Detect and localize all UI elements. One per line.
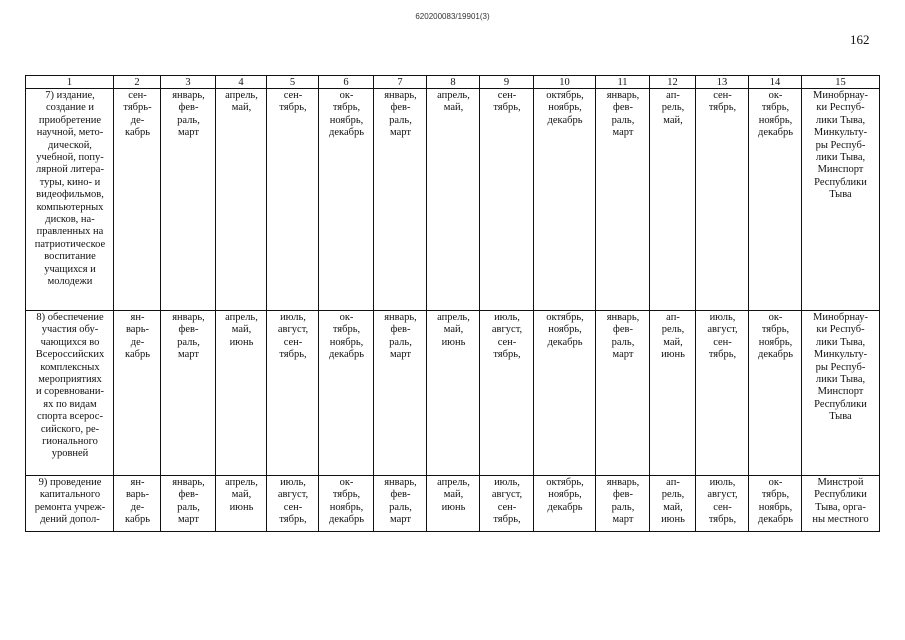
header-cell: 7 xyxy=(374,76,427,89)
cell-text: сен- тябрь, xyxy=(708,90,737,114)
period-cell xyxy=(480,311,534,476)
cell-text: июль, август, сен- тябрь, xyxy=(707,477,738,526)
period-cell xyxy=(696,89,749,311)
cell-text: сен- тябрь- де- кабрь xyxy=(123,90,152,139)
cell-text: апрель, май, xyxy=(225,90,258,114)
header-cell: 13 xyxy=(696,76,749,89)
cell-text: Минобрнау- ки Респуб- лики Тыва, Минкульту- ры Респуб- лики Тыва, Минспорт Республики Тыва xyxy=(813,90,868,201)
period-cell xyxy=(161,476,216,532)
page-number: 162 xyxy=(850,32,870,47)
period-cell xyxy=(596,89,650,311)
period-cell xyxy=(650,311,696,476)
header-cell: 5 xyxy=(267,76,319,89)
cell-text: январь, фев- раль, март xyxy=(606,477,640,526)
cell-text: июль, август, сен- тябрь, xyxy=(491,477,523,526)
cell-text: ап- рель, май, xyxy=(661,90,685,126)
header-cell: 15 xyxy=(802,76,880,89)
header-cell: 10 xyxy=(534,76,596,89)
cell-text: июль, август, сен- тябрь, xyxy=(707,312,738,361)
period-cell xyxy=(216,476,267,532)
period-cell xyxy=(534,89,596,311)
period-cell xyxy=(534,476,596,532)
table-row xyxy=(26,476,880,532)
cell-text: январь, фев- раль, март xyxy=(172,312,205,361)
cell-text: ян- варь- де- кабрь xyxy=(125,477,150,526)
period-cell xyxy=(216,89,267,311)
cell-text: ок- тябрь, ноябрь, декабрь xyxy=(758,477,793,526)
cell-text: ап- рель, май, июнь xyxy=(661,477,685,526)
cell-text: апрель, май, июнь xyxy=(437,477,470,513)
period-cell xyxy=(480,89,534,311)
period-cell xyxy=(596,476,650,532)
header-cell: 1 xyxy=(26,76,114,89)
period-cell xyxy=(319,476,374,532)
cell-text: январь, фев- раль, март xyxy=(384,477,417,526)
header-cell: 9 xyxy=(480,76,534,89)
responsible-cell xyxy=(802,89,880,311)
header-cell: 8 xyxy=(427,76,480,89)
period-cell xyxy=(374,89,427,311)
period-cell xyxy=(267,476,319,532)
cell-text: ян- варь- де- кабрь xyxy=(125,312,150,361)
period-cell xyxy=(114,476,161,532)
header-cell: 12 xyxy=(650,76,696,89)
period-cell xyxy=(650,476,696,532)
period-cell xyxy=(161,89,216,311)
period-cell xyxy=(749,311,802,476)
table-row xyxy=(26,311,880,476)
period-cell xyxy=(319,89,374,311)
header-cell: 3 xyxy=(161,76,216,89)
cell-text: 9) проведение капитального ремонта учреж- дений допол- xyxy=(34,477,106,526)
cell-text: апрель, май, июнь xyxy=(437,312,470,348)
cell-text: Минстрой Республики Тыва, орга- ны местного xyxy=(812,477,869,526)
cell-text: сен- тябрь, xyxy=(279,90,307,114)
period-cell xyxy=(319,311,374,476)
header-cell: 11 xyxy=(596,76,650,89)
period-cell xyxy=(749,476,802,532)
cell-text: июль, август, сен- тябрь, xyxy=(277,312,309,361)
cell-text: ок- тябрь, ноябрь, декабрь xyxy=(329,90,364,139)
cell-text: ок- тябрь, ноябрь, декабрь xyxy=(329,312,364,361)
cell-text: апрель, май, июнь xyxy=(225,312,258,348)
period-cell xyxy=(696,311,749,476)
cell-text: Минобрнау- ки Респуб- лики Тыва, Минкульту- ры Респуб- лики Тыва, Минспорт Республики Тыва xyxy=(813,312,868,423)
period-cell xyxy=(161,311,216,476)
header-cell: 14 xyxy=(749,76,802,89)
activity-cell xyxy=(26,476,114,532)
period-cell xyxy=(480,476,534,532)
responsible-cell xyxy=(802,476,880,532)
period-cell xyxy=(114,89,161,311)
cell-text: ок- тябрь, ноябрь, декабрь xyxy=(758,312,793,361)
cell-text: июль, август, сен- тябрь, xyxy=(491,312,523,361)
cell-text: сен- тябрь, xyxy=(493,90,521,114)
cell-text: 7) издание, создание и приобретение научной, мето- дической, учебной, попу- лярной литера- туры, кино- и видеофильмов, компьютерных дисков, на- правленных на патриотическое воспитание учащихся и молодежи xyxy=(34,90,106,288)
header-cell: 6 xyxy=(319,76,374,89)
cell-text: октябрь, ноябрь, декабрь xyxy=(546,90,584,126)
header-cell: 4 xyxy=(216,76,267,89)
period-cell xyxy=(427,311,480,476)
period-cell xyxy=(374,311,427,476)
period-cell xyxy=(596,311,650,476)
cell-text: январь, фев- раль, март xyxy=(384,312,417,361)
table-row xyxy=(26,89,880,311)
cell-text: апрель, май, июнь xyxy=(225,477,258,513)
responsible-cell xyxy=(802,311,880,476)
period-cell xyxy=(267,89,319,311)
activity-cell xyxy=(26,89,114,311)
period-cell xyxy=(749,89,802,311)
cell-text: ок- тябрь, ноябрь, декабрь xyxy=(758,90,793,139)
cell-text: январь, фев- раль, март xyxy=(172,477,205,526)
period-cell xyxy=(427,476,480,532)
cell-text: апрель, май, xyxy=(437,90,470,114)
period-cell xyxy=(534,311,596,476)
period-cell xyxy=(374,476,427,532)
document-id: 620200083/19901(3) xyxy=(415,12,490,21)
period-cell xyxy=(114,311,161,476)
period-cell xyxy=(696,476,749,532)
cell-text: октябрь, ноябрь, декабрь xyxy=(546,312,584,348)
cell-text: июль, август, сен- тябрь, xyxy=(277,477,309,526)
cell-text: январь, фев- раль, март xyxy=(384,90,417,139)
period-cell xyxy=(216,311,267,476)
cell-text: октябрь, ноябрь, декабрь xyxy=(546,477,584,513)
period-cell xyxy=(267,311,319,476)
header-cell: 2 xyxy=(114,76,161,89)
activity-cell xyxy=(26,311,114,476)
cell-text: ап- рель, май, июнь xyxy=(661,312,685,361)
period-cell xyxy=(650,89,696,311)
cell-text: январь, фев- раль, март xyxy=(606,312,640,361)
schedule-table xyxy=(25,75,880,532)
cell-text: 8) обеспечение участия обу- чающихся во Всероссийских комплексных мероприятиях и соревновани- ях по видам спорта всерос- сийского, ре- гионального уровней xyxy=(35,312,105,460)
period-cell xyxy=(427,89,480,311)
header-row xyxy=(26,76,880,89)
cell-text: январь, фев- раль, март xyxy=(172,90,205,139)
cell-text: январь, фев- раль, март xyxy=(606,90,640,139)
cell-text: ок- тябрь, ноябрь, декабрь xyxy=(329,477,364,526)
